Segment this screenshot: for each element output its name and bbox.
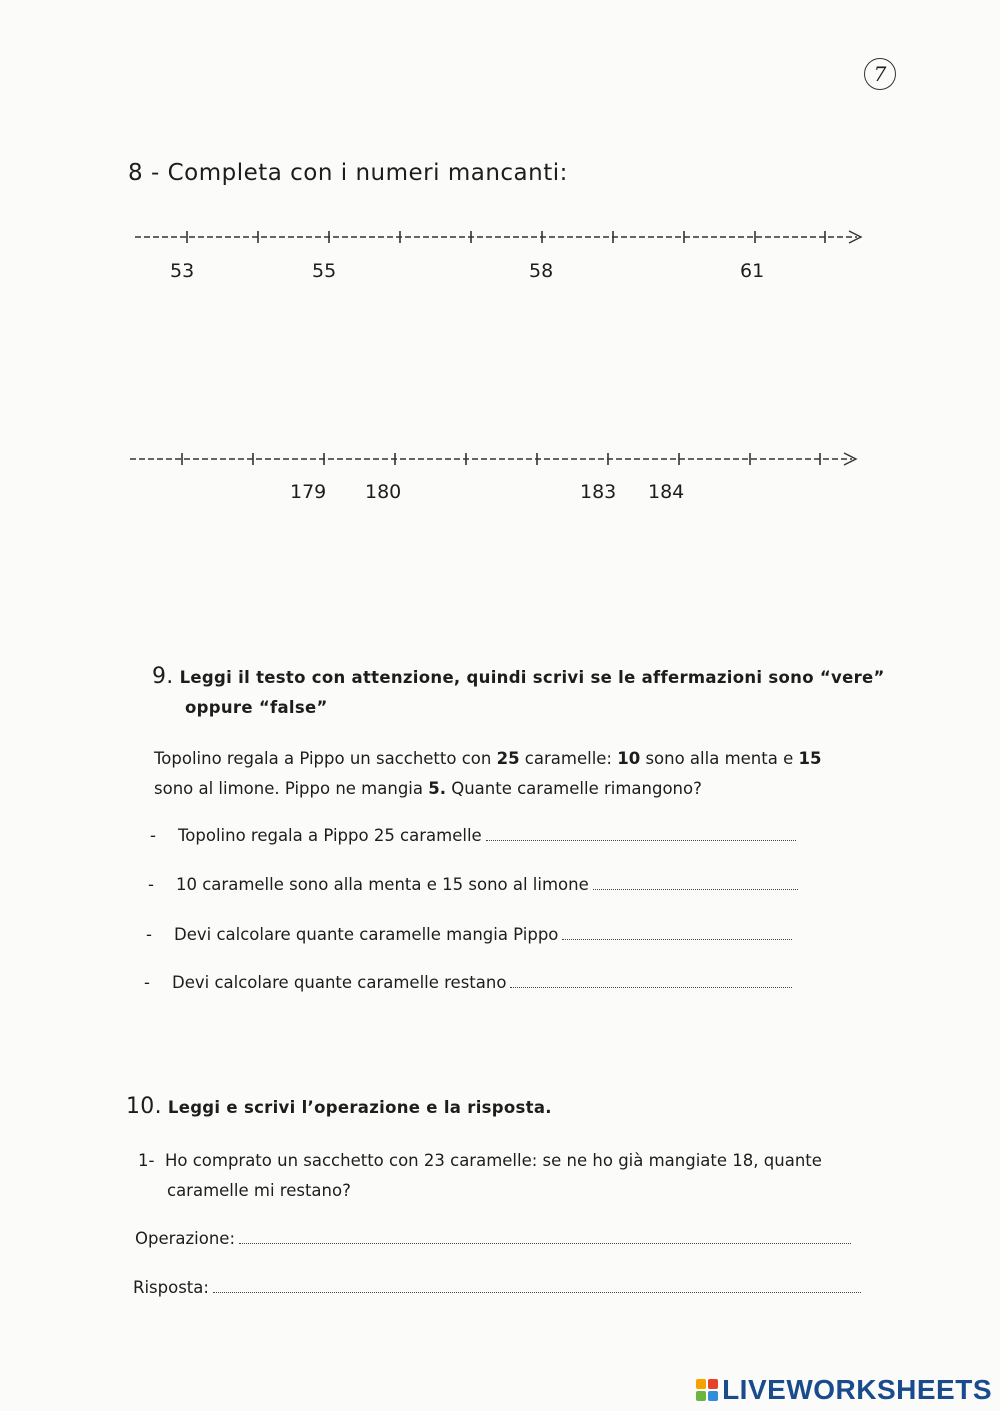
story-text: Topolino regala a Pippo un sacchetto con [154,749,497,768]
answer-label: Risposta: [133,1278,209,1297]
answer-field[interactable] [213,1280,861,1293]
true-false-answer-field[interactable] [593,877,798,890]
missing-number-field[interactable] [510,479,550,505]
number-line-1-label: 61 [740,260,765,282]
number-line-1 [135,228,870,246]
missing-number-field[interactable] [382,258,422,284]
missing-number-field[interactable] [238,258,278,284]
answer-row [133,1278,861,1297]
statement-text: Topolino regala a Pippo 25 caramelle [178,826,482,845]
exercise-9-title-line2: oppure “false” [185,698,328,717]
number-line-2-label: 180 [365,481,402,503]
statement-row [144,973,792,992]
page-number: 7 [864,58,896,90]
missing-number-field[interactable] [720,479,760,505]
number-line-1-label: 53 [170,260,195,282]
true-false-answer-field[interactable] [562,927,792,940]
exercise-9-number: 9. [152,664,174,689]
story-text: sono al limone. Pippo ne mangia [154,779,429,798]
story-number: 5. [428,779,446,798]
statement-row [146,925,792,944]
statement-dash: - [150,826,156,845]
story-text: caramelle: [519,749,618,768]
story-number: 10 [617,749,641,768]
liveworksheets-wordmark: LIVEWORKSHEETS [722,1374,992,1405]
missing-number-field[interactable] [455,258,495,284]
true-false-answer-field[interactable] [486,828,796,841]
statement-dash: - [144,973,150,992]
number-line-2-label: 183 [580,481,617,503]
number-line-2-label: 184 [648,481,685,503]
exercise-10-title: Leggi e scrivi l’operazione e la risposta. [167,1098,552,1117]
number-line-1-label: 55 [312,260,337,282]
missing-number-field[interactable] [600,258,640,284]
exercise-9-title-line1: Leggi il testo con attenzione, quindi scrivi se le affermazioni sono “vere” [179,668,885,687]
statement-row [150,826,796,845]
story-number: 25 [496,749,520,768]
statement-text: Devi calcolare quante caramelle mangia Pippo [174,925,559,944]
problem-text-line1: Ho comprato un sacchetto con 23 caramelle: se ne ho già mangiate 18, quante [164,1151,822,1170]
number-line-2-label: 179 [290,481,327,503]
missing-number-field[interactable] [440,479,480,505]
true-false-answer-field[interactable] [510,975,792,988]
problem-1 [138,1146,878,1206]
exercise-9-story [154,744,884,804]
statement-text: Devi calcolare quante caramelle restano [172,973,507,992]
missing-number-field[interactable] [670,258,710,284]
liveworksheets-logo [696,1375,992,1405]
operation-field[interactable] [239,1231,851,1244]
exercise-8-title: - Completa con i numeri mancanti: [150,160,568,186]
exercise-10-heading [126,1094,552,1119]
exercise-8-number: 8 [128,160,144,186]
problem-number: 1- [138,1151,155,1170]
story-number: 15 [798,749,822,768]
statement-row [148,875,798,894]
problem-text-line2: caramelle mi restano? [167,1181,351,1200]
statement-dash: - [146,925,152,944]
liveworksheets-icon [696,1379,718,1401]
operation-label: Operazione: [135,1229,236,1248]
number-line-2 [130,450,865,468]
exercise-10-number: 10. [126,1094,162,1119]
story-text: sono alla menta e [640,749,799,768]
statement-dash: - [148,875,154,894]
operation-row [135,1229,851,1248]
exercise-9-heading [152,662,885,723]
number-line-1-label: 58 [529,260,554,282]
missing-number-field[interactable] [150,479,190,505]
missing-number-field[interactable] [790,479,830,505]
story-text: Quante caramelle rimangono? [445,779,702,798]
statement-text: 10 caramelle sono alla menta e 15 sono al limone [176,875,589,894]
exercise-8-heading [128,160,568,186]
